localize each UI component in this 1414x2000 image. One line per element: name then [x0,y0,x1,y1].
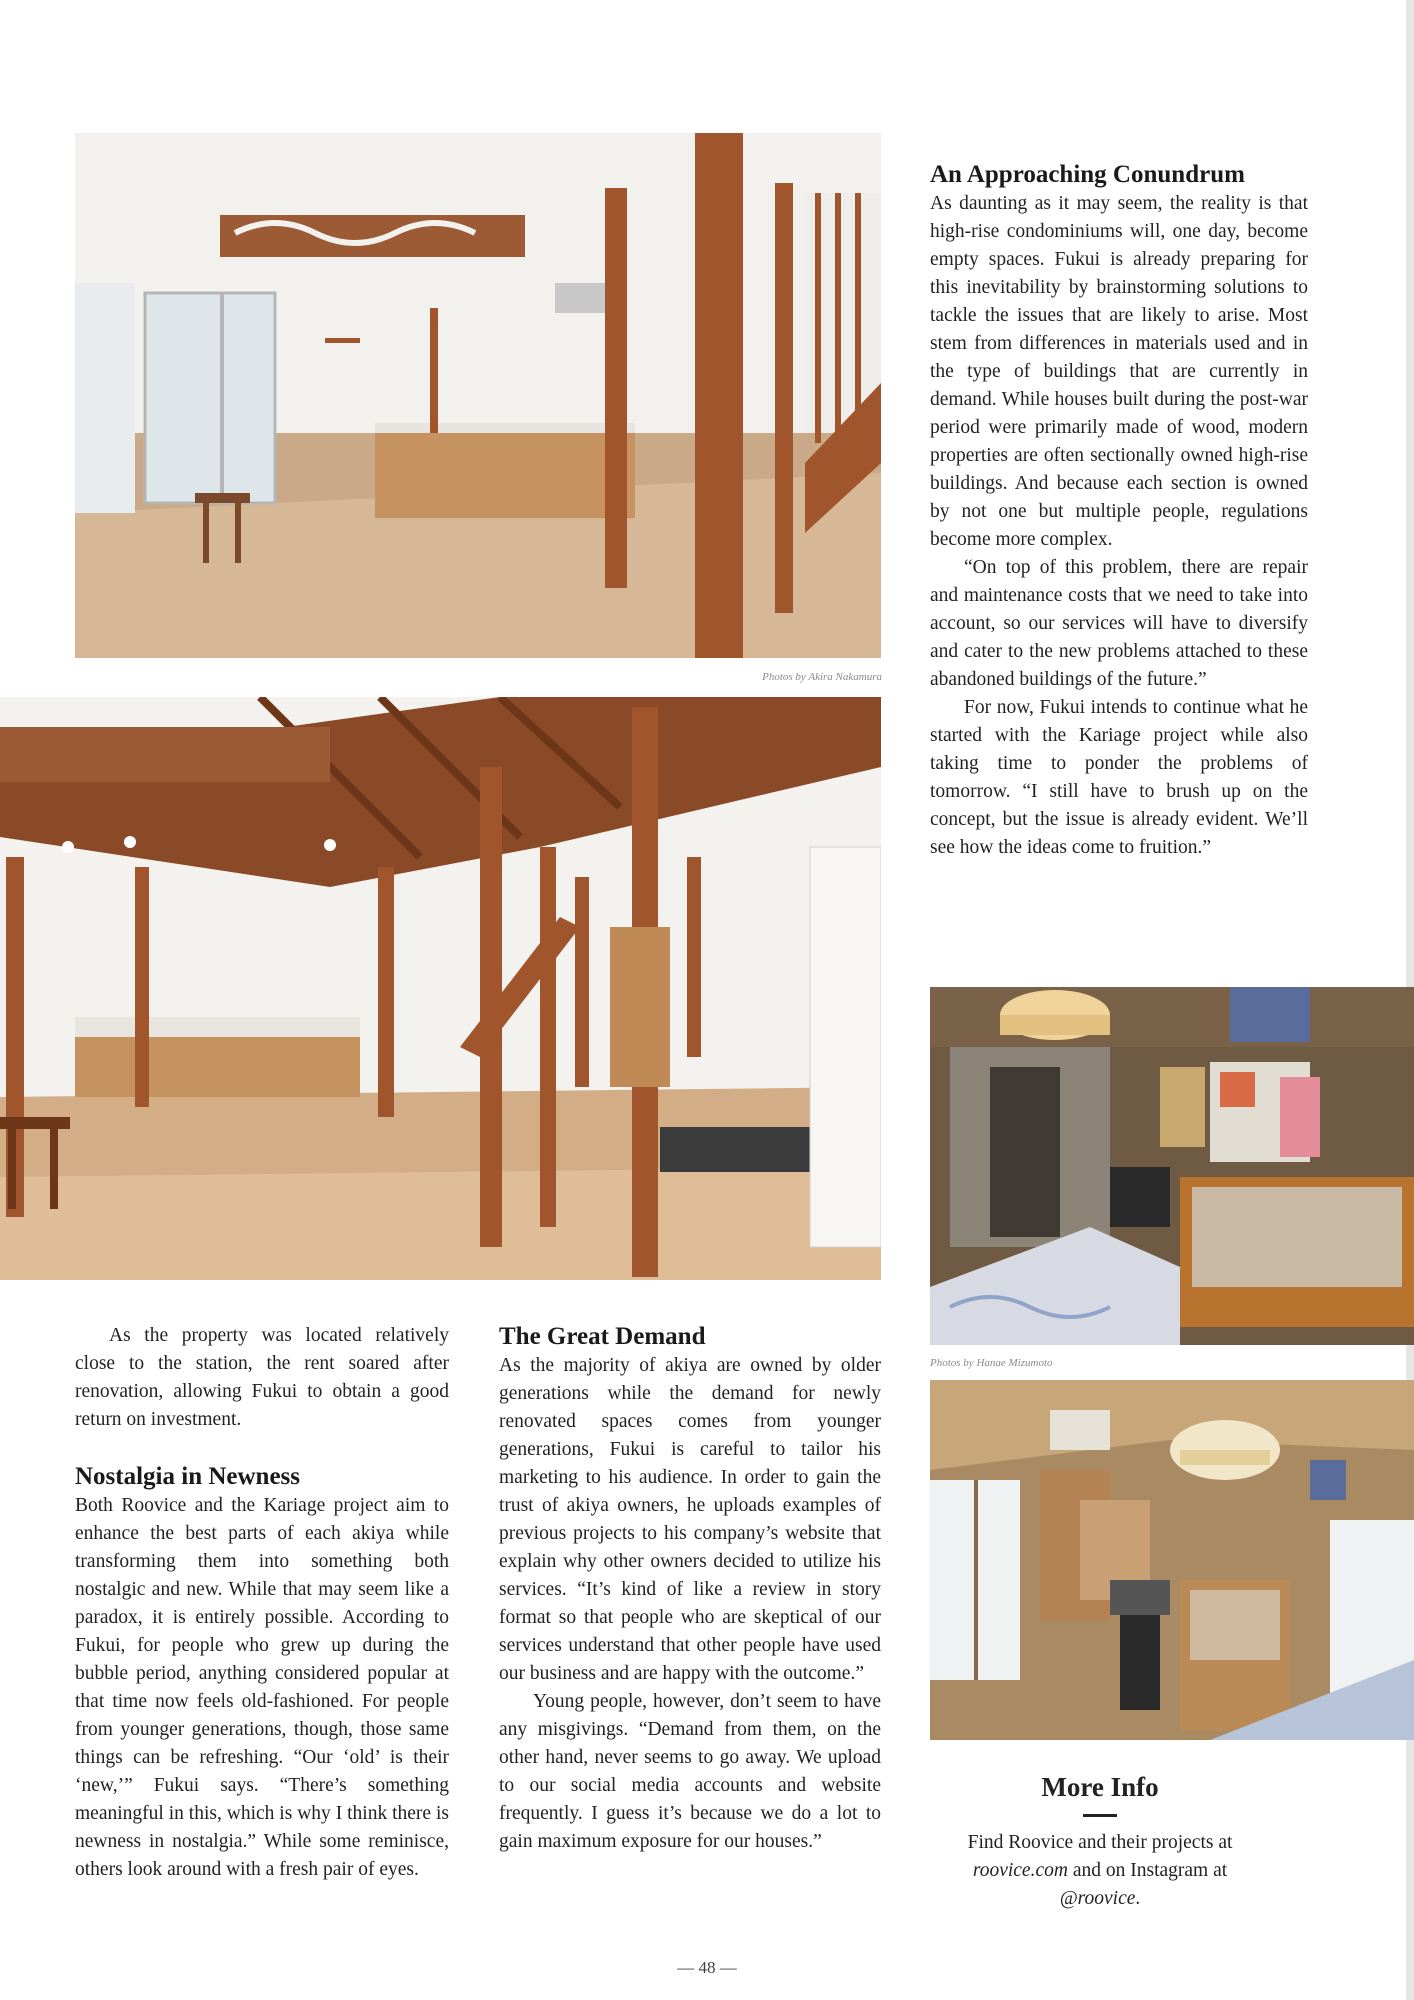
paragraph: As daunting as it may seem, the reality is that high-rise condominiums will, one day, become empty spaces. Fukui is already preparing for this inevitability by brainstorming solutions to tackle the issues that are likely to arise. Most stem from differences in materials used and in the type of buildings that are currently in demand. While houses built during the post-war period were primarily made of wood, modern properties are often sectionally owned high-rise buildings. And because each section is owned by not one but multiple people, regulations become more complex. [930,193,1308,550]
old-room-photo-1 [930,987,1414,1345]
more-info-line1: Find Roovice and their projects at [967,1832,1233,1853]
paragraph: As the majority of akiya are owned by older generations while the demand for newly renovated spaces comes from younger generations, Fukui is careful to tailor his marketing to his audience. In order to gain the trust of akiya owners, he uploads examples of previous projects to his company’s website that explain why other owners decided to utilize his services. “It’s kind of like a review in story format so that people who are skeptical of our services understand that other people have used our business and are happy with the outcome.” [499,1355,881,1684]
column-middle [499,1322,881,1856]
more-info-line2: and on Instagram at [1067,1860,1228,1881]
renovated-interior-photo-top [75,133,881,658]
column-right [930,160,1308,862]
renovated-interior-photo-bottom [0,697,881,1280]
page-number: — 48 — [677,1958,737,1977]
photo-credit-right: Photos by Hanae Mizumoto [930,1357,1053,1369]
paragraph: For now, Fukui intends to continue what he started with the Kariage project while also taking time to ponder the problems of tomorrow. “I still have to brush up on the concept, but the issue is already evident. We’ll see how the ideas come to fruition.” [930,697,1308,858]
paragraph: “On top of this problem, there are repair and maintenance costs that we need to take into account, so our services will have to diversify and cater to the new problems attached to these abandoned buildings of the future.” [930,557,1308,690]
photo-credit-top: Photos by Akira Nakamura [762,671,882,683]
instagram-handle[interactable]: @roovice [1059,1888,1136,1909]
column-left [75,1322,449,1884]
paragraph: Young people, however, don’t seem to have any misgivings. “Demand from them, on the other hand, never seems to go away. We upload to our social media accounts and website frequently. I guess it’s because we do a lot to gain maximum exposure for our houses.” [499,1691,881,1852]
old-room-photo-2 [930,1380,1414,1740]
more-info-text [930,1829,1270,1913]
paragraph: As the property was located relatively close to the station, the rent soared after renovation, allowing Fukui to obtain a good return on investment. [75,1325,449,1430]
website-link[interactable]: roovice.com [972,1860,1068,1881]
heading-great-demand: The Great Demand [499,1323,706,1350]
paragraph: Both Roovice and the Kariage project aim to enhance the best parts of each akiya while transforming them into something both nostalgic and new. While that may seem like a paradox, it is entirely possible. According to Fukui, for people who grew up during the bubble period, anything considered popular at that time now feels old-fashioned. For people from younger generations, though, those same things can be refreshing. “Our ‘old’ is their ‘new,’” Fukui says. “There’s something meaningful in this, which is why I think there is newness in nostalgia.” While some reminisce, others look around with a fresh pair of eyes. [75,1495,449,1880]
heading-approaching-conundrum: An Approaching Conundrum [930,161,1245,188]
more-info-heading: More Info [1041,1772,1159,1802]
divider [1083,1814,1117,1817]
more-info-box [930,1770,1270,1913]
period: . [1135,1888,1141,1909]
heading-nostalgia-in-newness: Nostalgia in Newness [75,1463,301,1490]
